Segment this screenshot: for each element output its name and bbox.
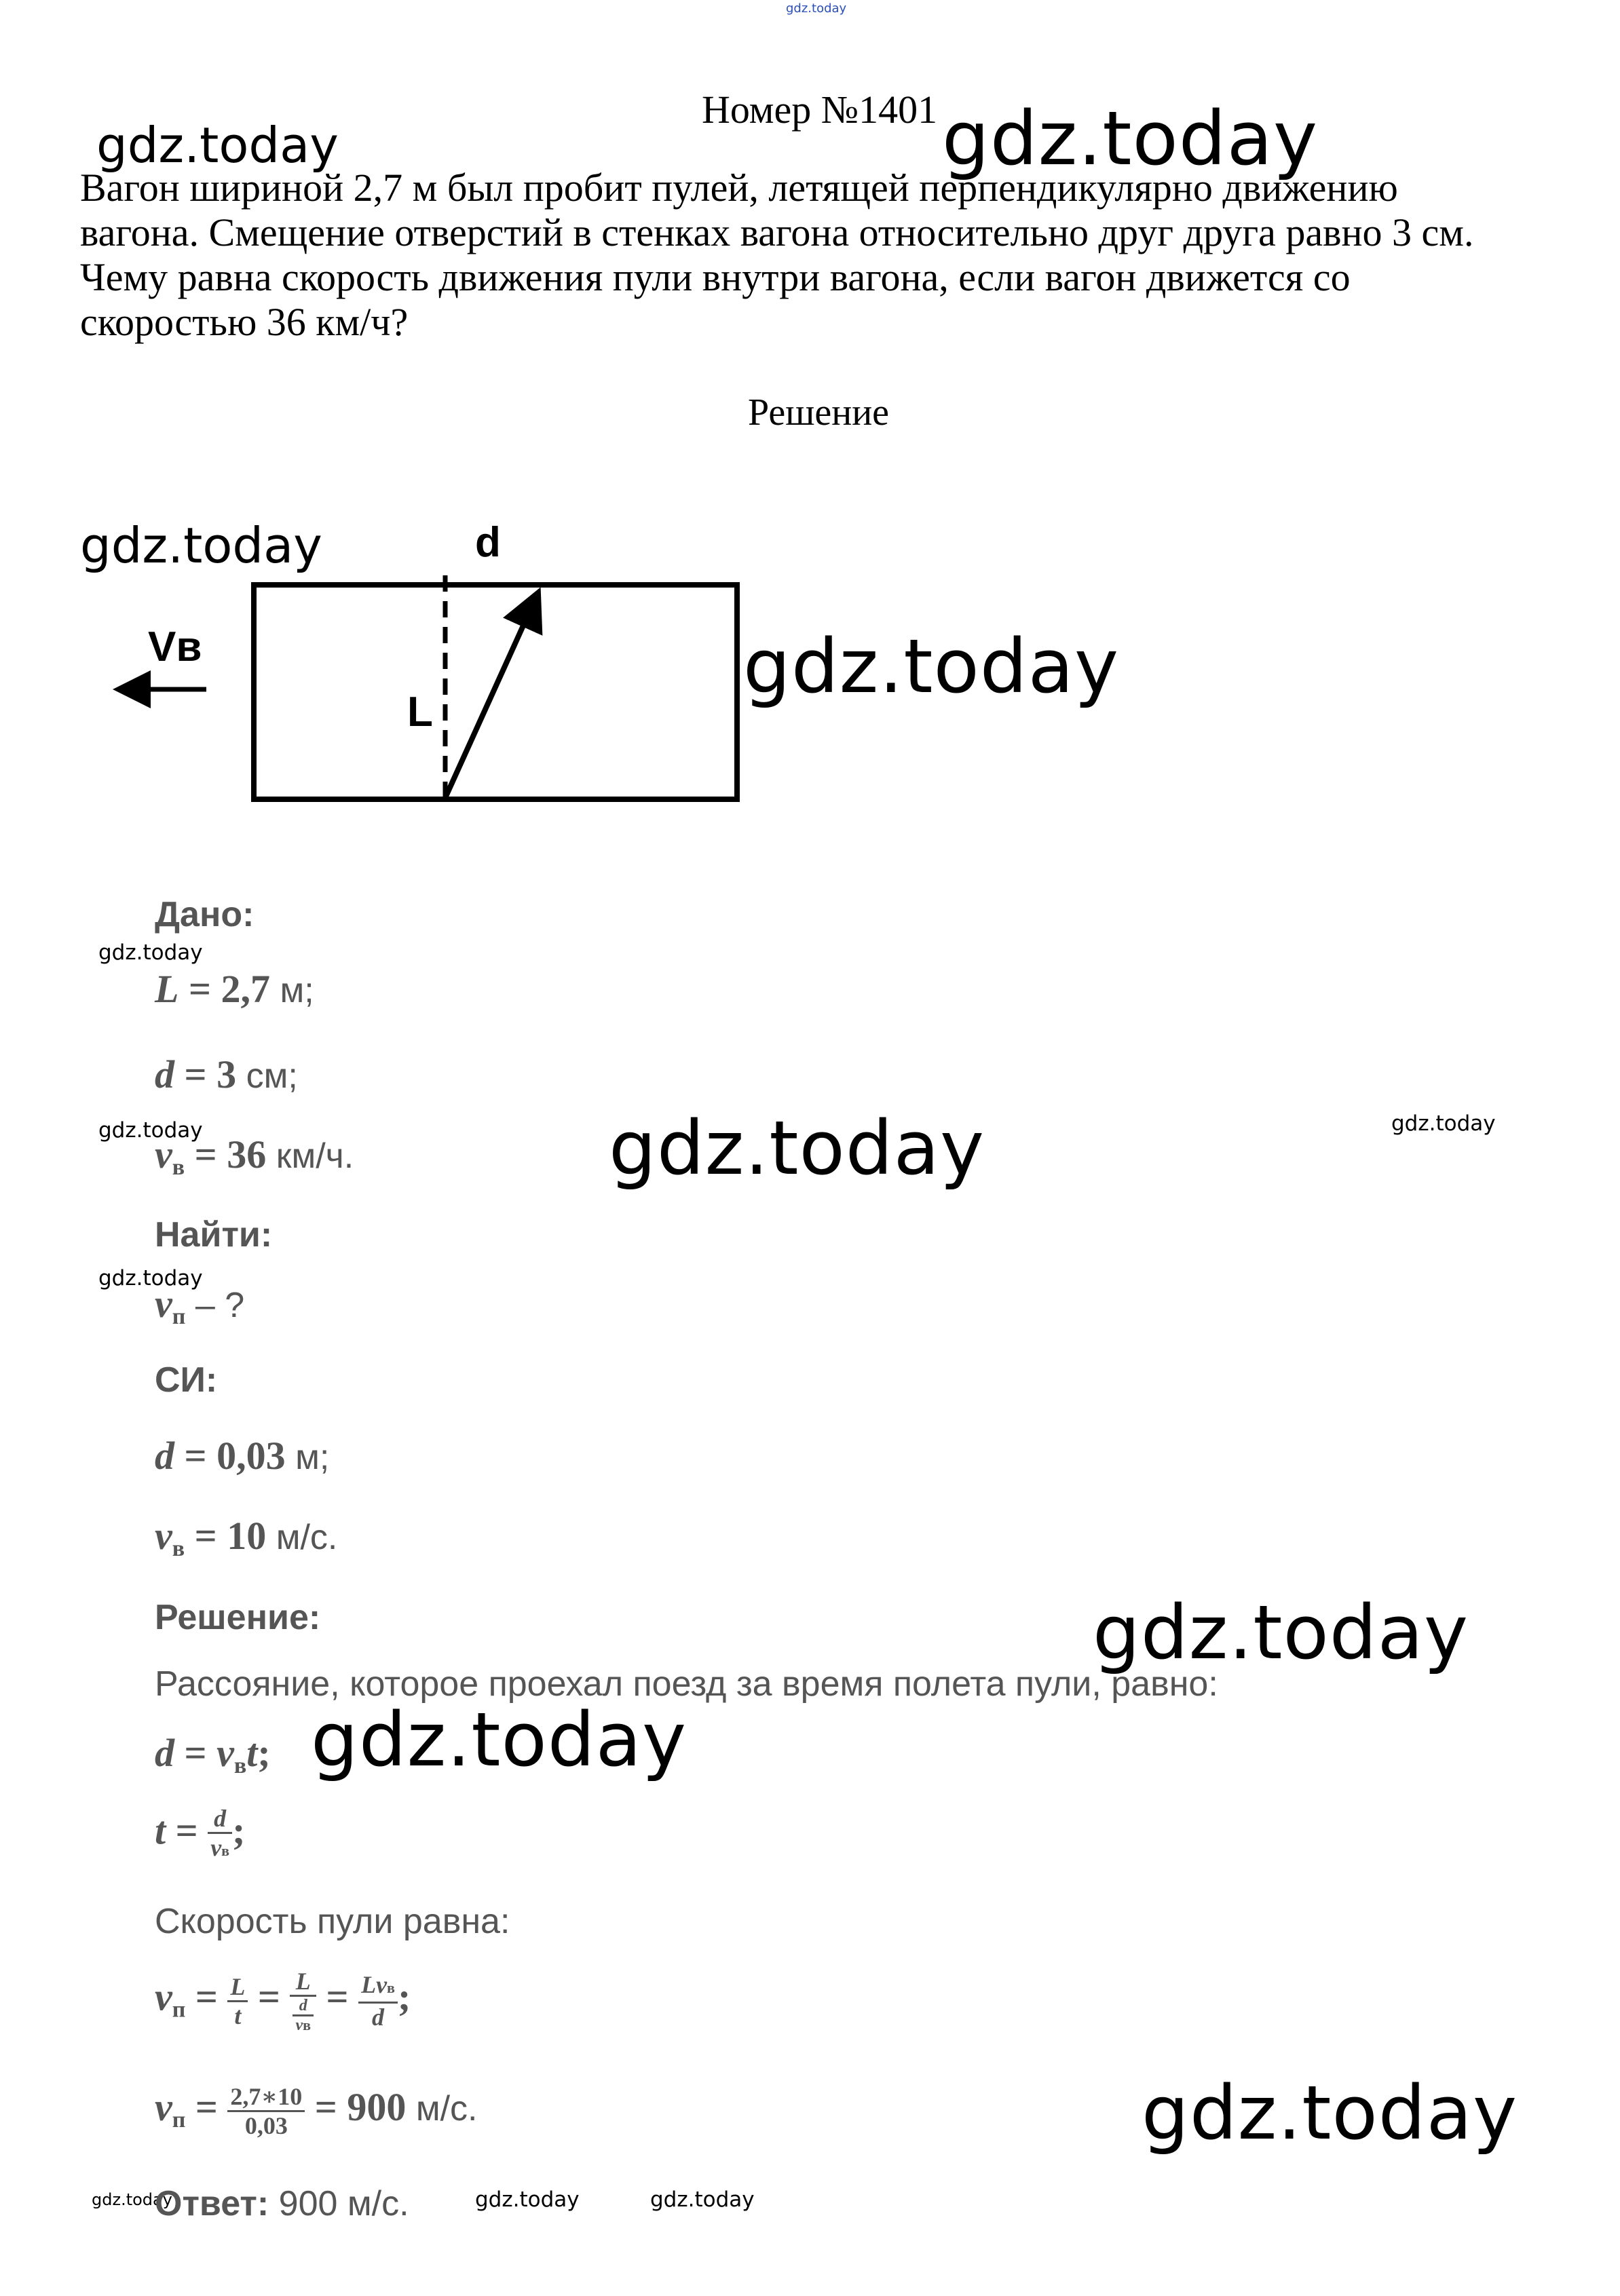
watermark: gdz.today [609, 1105, 985, 1191]
find-heading: Найти: [155, 1215, 273, 1255]
watermark: gdz.today [1093, 1589, 1469, 1676]
si-v: $v_в = 10$ м/с. [155, 1514, 338, 1561]
watermark: gdz.today [311, 1696, 687, 1783]
given-L: L = 2,7 м; [155, 967, 314, 1011]
problem-line: Чему равна скорость движения пули внутри вагона, если вагон движется со [80, 255, 1351, 299]
si-heading: СИ: [155, 1360, 218, 1400]
given-v: $v_в = 36$ км/ч. [155, 1132, 354, 1180]
watermark: gdz.today [92, 2190, 172, 2209]
given-heading: Дано: [155, 895, 255, 934]
watermark: gdz.today [650, 2187, 755, 2212]
formula-vp: $v_п$ = $\frac{L}{t}$ = $\frac{L}{\frac{d}{vв}}$ = $\frac{\text{Lvв}}{d}$ ; [155, 1968, 411, 2034]
watermark: gdz.today [98, 1118, 203, 1143]
watermark: gdz.today [98, 1266, 203, 1290]
watermark: gdz.today [743, 623, 1120, 710]
watermark: gdz.today [80, 517, 322, 574]
label-L: L [407, 689, 433, 735]
watermark: gdz.today [1142, 2069, 1518, 2156]
problem-line: скоростью 36 км/ч? [80, 300, 409, 344]
solution-text-distance: Рассояние, которое проехал поезд за время полета пули, равно: [155, 1664, 1218, 1704]
solution-subheading: Решение: [155, 1598, 321, 1637]
formula-t: t = $\frac{d}{vв}$ ; [155, 1805, 246, 1861]
given-d: d = 3 см; [155, 1052, 298, 1096]
watermark-top: gdz.today [786, 1, 847, 16]
solution-heading: Решение [748, 391, 890, 434]
watermark: gdz.today [942, 95, 1319, 182]
label-d: d [475, 519, 501, 566]
watermark: gdz.today [98, 940, 203, 965]
formula-d: $d = v_вt$; [155, 1731, 271, 1778]
problem-line: Вагон шириной 2,7 м был пробит пулей, летящей перпендикулярно движению [80, 166, 1398, 210]
watermark: gdz.today [96, 117, 339, 174]
bullet-path-arrow [445, 597, 536, 798]
label-v: Vв [148, 624, 202, 670]
watermark: gdz.today [1391, 1111, 1496, 1136]
watermark: gdz.today [475, 2187, 580, 2212]
find-expr: $v_п$ – ? [155, 1282, 245, 1329]
si-d: d = 0,03 м; [155, 1434, 330, 1478]
page-title: Номер №1401 [702, 88, 938, 132]
formula-calc: $v_п$ = $\frac{2,7∗10}{0,03}$ = 900 м/с. [155, 2083, 478, 2139]
wagon-diagram [0, 0, 1620, 848]
solution-text-speed: Скорость пули равна: [155, 1902, 510, 1941]
problem-line: вагона. Смещение отверстий в стенках вагона относительно друг друга равно 3 см. [80, 210, 1474, 254]
answer: Ответ: 900 м/с. [155, 2184, 409, 2223]
